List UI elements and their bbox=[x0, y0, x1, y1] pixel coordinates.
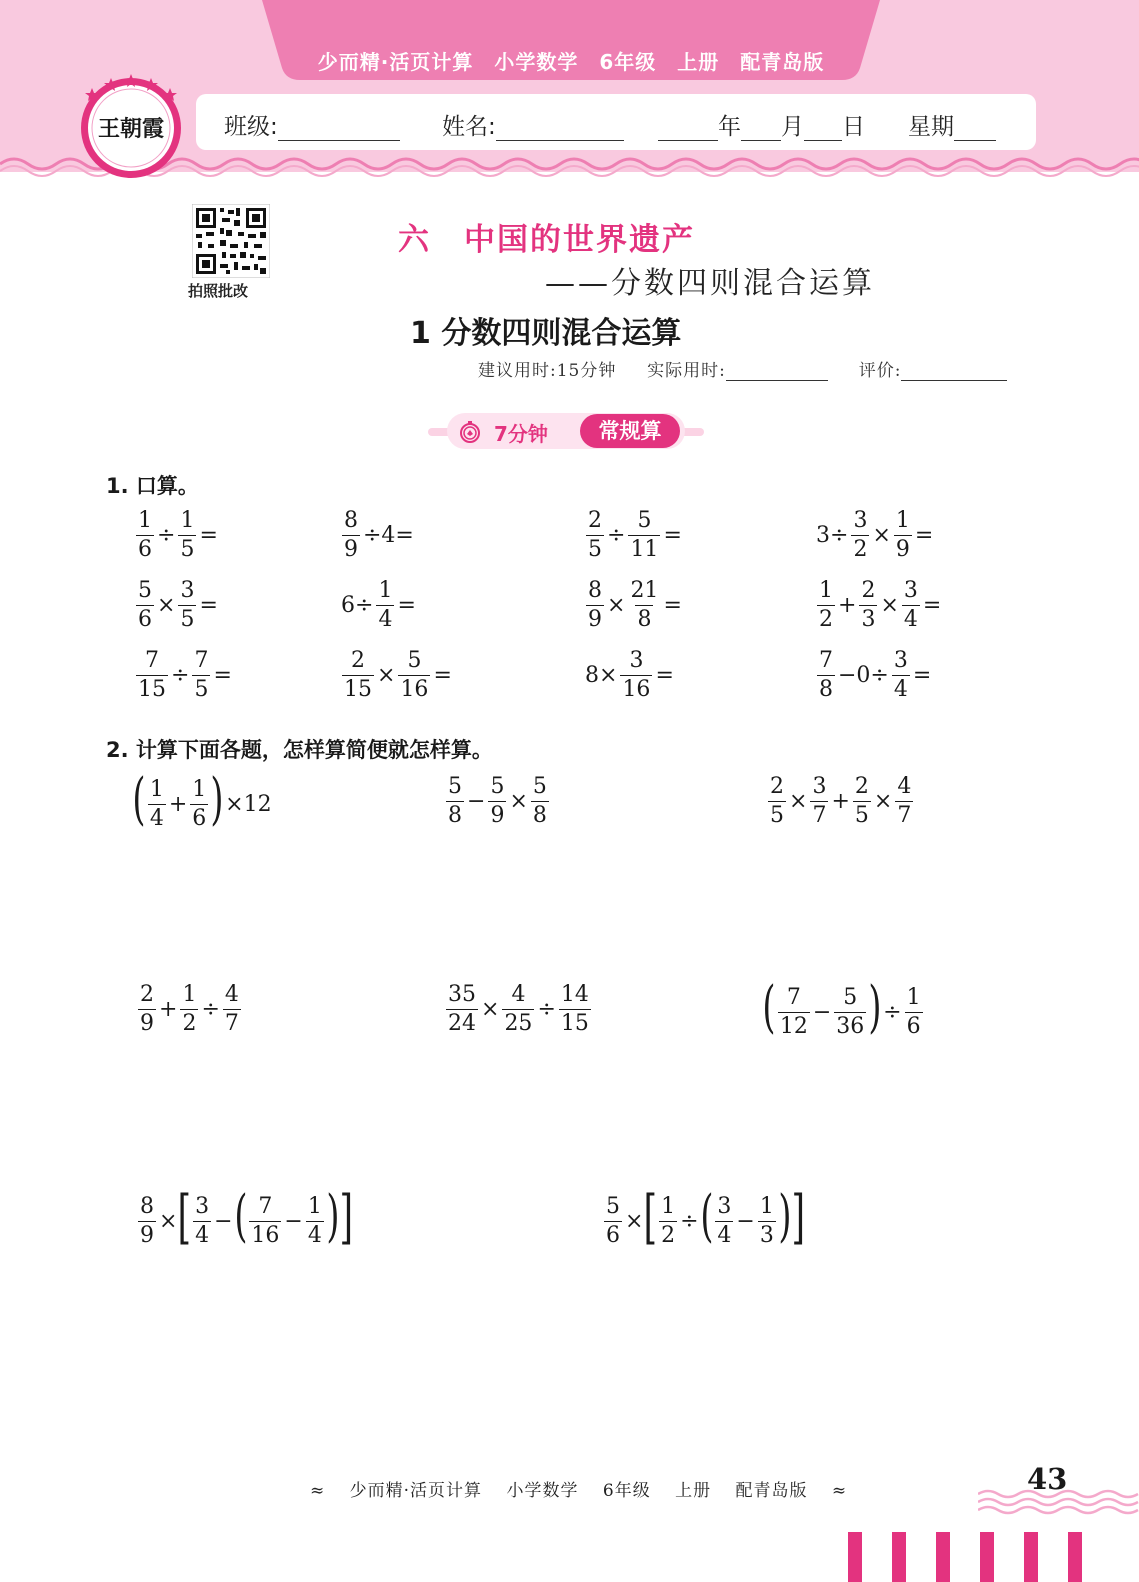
bracket: [ bbox=[643, 1183, 658, 1251]
numerator: 14 bbox=[560, 982, 589, 1007]
fraction bbox=[193, 1193, 211, 1248]
fraction bbox=[306, 1193, 324, 1248]
exercise-expression bbox=[340, 580, 417, 631]
denominator: 16 bbox=[622, 677, 651, 702]
numerator: 1 bbox=[819, 578, 833, 603]
numerator: 3 bbox=[195, 1193, 210, 1219]
operator: × bbox=[625, 1208, 644, 1234]
numerator: 7 bbox=[194, 648, 209, 673]
numerator: 1 bbox=[378, 578, 393, 603]
denominator: 15 bbox=[138, 677, 166, 702]
year-label: 年 bbox=[718, 114, 741, 140]
denominator: 16 bbox=[251, 1222, 280, 1248]
denominator: 5 bbox=[588, 537, 602, 562]
numerator: 35 bbox=[448, 982, 476, 1007]
fraction bbox=[180, 984, 198, 1035]
denominator: 2 bbox=[661, 1222, 676, 1248]
operator: + bbox=[838, 593, 857, 618]
exercise-expression bbox=[444, 984, 593, 1035]
operator: + bbox=[168, 791, 188, 817]
numerator: 1 bbox=[149, 776, 164, 802]
exercise-expression bbox=[136, 984, 243, 1035]
denominator: 5 bbox=[854, 803, 869, 828]
denominator: 5 bbox=[194, 677, 209, 702]
exercise-expression bbox=[444, 776, 551, 827]
numerator: 5 bbox=[138, 578, 152, 603]
numerator: 2 bbox=[861, 578, 876, 603]
publisher-logo bbox=[78, 70, 190, 182]
operator: ×12 bbox=[225, 791, 272, 817]
fraction bbox=[138, 984, 156, 1035]
numerator: 8 bbox=[140, 1193, 154, 1219]
numerator: 2 bbox=[770, 774, 784, 799]
operator: − bbox=[812, 999, 832, 1025]
operator: × bbox=[159, 1208, 178, 1234]
parenthesis: ( bbox=[699, 1184, 714, 1249]
numerator: 4 bbox=[897, 774, 912, 799]
numerator: 3 bbox=[629, 648, 644, 673]
exercise-expression bbox=[602, 1183, 805, 1251]
numerator: 5 bbox=[448, 774, 462, 799]
numerator: 2 bbox=[351, 648, 365, 673]
exercise-expression bbox=[762, 975, 925, 1040]
denominator: 4 bbox=[717, 1222, 732, 1248]
numerator: 21 bbox=[630, 578, 659, 603]
denominator: 9 bbox=[140, 1011, 154, 1036]
numerator: 5 bbox=[532, 774, 547, 799]
fraction bbox=[446, 776, 464, 827]
fraction bbox=[810, 776, 828, 827]
fraction bbox=[620, 650, 652, 701]
denominator: 6 bbox=[906, 1013, 921, 1039]
numerator: 1 bbox=[138, 508, 152, 533]
fraction bbox=[778, 984, 810, 1039]
fraction bbox=[531, 776, 549, 827]
lesson-title: 1 分数四则混合运算 bbox=[410, 316, 682, 351]
actual-time-blank[interactable] bbox=[726, 360, 828, 381]
operator: × bbox=[873, 789, 893, 814]
parenthesis: ( bbox=[762, 975, 776, 1040]
denominator: 2 bbox=[853, 537, 868, 562]
numerator: 1 bbox=[661, 1193, 676, 1219]
fraction bbox=[398, 650, 430, 701]
fraction bbox=[758, 1193, 776, 1248]
fraction bbox=[859, 580, 877, 631]
fraction bbox=[851, 510, 869, 561]
numerator: 1 bbox=[192, 776, 207, 802]
numerator: 2 bbox=[140, 982, 154, 1007]
denominator: 4 bbox=[378, 607, 393, 632]
fraction bbox=[659, 1193, 677, 1248]
numerator: 8 bbox=[344, 508, 358, 533]
fraction bbox=[249, 1193, 281, 1248]
footer-series bbox=[310, 1476, 847, 1501]
fraction bbox=[190, 776, 208, 831]
footer-volume: 上册 bbox=[675, 1481, 712, 1501]
denominator: 3 bbox=[759, 1222, 774, 1248]
denominator: 8 bbox=[637, 607, 652, 632]
numerator: 7 bbox=[819, 648, 833, 673]
operator: × bbox=[789, 789, 808, 814]
operator: ÷4= bbox=[363, 523, 414, 548]
exercise-expression bbox=[584, 580, 683, 631]
fraction bbox=[905, 984, 923, 1039]
footer-edition: 配青岛版 bbox=[735, 1481, 808, 1501]
unit-subtitle: ——分数四则混合运算 bbox=[545, 266, 875, 301]
denominator: 6 bbox=[192, 805, 207, 831]
numerator: 8 bbox=[588, 578, 602, 603]
operator: 6÷ bbox=[341, 593, 374, 618]
operator: = bbox=[199, 523, 218, 548]
exercise-expression bbox=[134, 510, 219, 561]
fraction bbox=[604, 1193, 622, 1248]
denominator: 9 bbox=[588, 607, 602, 632]
operator: − bbox=[736, 1208, 755, 1234]
denominator: 2 bbox=[819, 607, 833, 632]
footer-wave-icon: ≈ bbox=[310, 1481, 326, 1501]
numerator: 3 bbox=[812, 774, 827, 799]
operator: + bbox=[159, 997, 178, 1022]
footer-grade: 6年级 bbox=[602, 1481, 651, 1501]
year-blank[interactable] bbox=[658, 116, 718, 141]
parenthesis: ( bbox=[233, 1184, 248, 1249]
month-label: 月 bbox=[781, 114, 804, 140]
fraction bbox=[178, 510, 196, 561]
weekday-label: 星期 bbox=[908, 114, 954, 140]
fraction bbox=[488, 776, 506, 827]
denominator: 7 bbox=[897, 803, 912, 828]
operator: ÷ bbox=[680, 1208, 699, 1234]
footer-subject: 小学数学 bbox=[506, 1481, 579, 1501]
denominator: 24 bbox=[448, 1011, 476, 1036]
denominator: 8 bbox=[448, 803, 462, 828]
operator: = bbox=[663, 593, 682, 618]
class-blank[interactable] bbox=[278, 116, 400, 141]
denominator: 8 bbox=[819, 677, 833, 702]
weekday-blank[interactable] bbox=[954, 116, 996, 141]
parenthesis: ) bbox=[326, 1184, 340, 1249]
fraction bbox=[834, 984, 866, 1039]
numerator: 2 bbox=[588, 508, 602, 533]
denominator: 4 bbox=[195, 1222, 210, 1248]
day-label: 日 bbox=[842, 114, 865, 140]
series-banner: 少而精·活页计算 小学数学 6年级 上册 配青岛版 bbox=[317, 50, 825, 74]
operator: = bbox=[922, 593, 942, 618]
denominator: 25 bbox=[504, 1011, 533, 1036]
parenthesis: ) bbox=[868, 975, 882, 1040]
operator: = bbox=[912, 663, 932, 688]
parenthesis: ) bbox=[210, 767, 224, 832]
operator: × bbox=[157, 593, 176, 618]
fraction bbox=[178, 580, 196, 631]
fraction bbox=[817, 650, 835, 701]
numerator: 4 bbox=[511, 982, 526, 1007]
denominator: 5 bbox=[180, 537, 195, 562]
day-blank[interactable] bbox=[804, 116, 842, 141]
exercise-expression bbox=[584, 510, 683, 561]
parenthesis: ) bbox=[778, 1184, 792, 1249]
operator: ÷ bbox=[171, 663, 190, 688]
exercise-expression bbox=[132, 767, 273, 832]
denominator: 8 bbox=[532, 803, 547, 828]
operator: ÷ bbox=[157, 523, 176, 548]
denominator: 7 bbox=[812, 803, 827, 828]
decorative-bars bbox=[846, 1532, 1086, 1582]
parenthesis: ( bbox=[132, 767, 146, 832]
fraction bbox=[902, 580, 920, 631]
denominator: 5 bbox=[180, 607, 195, 632]
denominator: 9 bbox=[490, 803, 505, 828]
footer-wave-icon: ≈ bbox=[831, 1481, 848, 1501]
numerator: 7 bbox=[145, 648, 159, 673]
fraction bbox=[586, 510, 604, 561]
exercise-expression bbox=[815, 580, 942, 631]
numerator: 5 bbox=[606, 1193, 620, 1219]
time-info-line bbox=[478, 356, 1007, 381]
fraction bbox=[148, 776, 166, 831]
numerator: 1 bbox=[895, 508, 910, 533]
operator: − bbox=[284, 1208, 303, 1234]
fraction bbox=[628, 510, 660, 561]
month-blank[interactable] bbox=[741, 116, 781, 141]
fraction bbox=[376, 580, 394, 631]
numerator: 7 bbox=[786, 984, 801, 1010]
name-field[interactable] bbox=[442, 108, 624, 141]
operator: − bbox=[467, 789, 486, 814]
denominator: 9 bbox=[895, 537, 910, 562]
page-number: 43 bbox=[1027, 1462, 1068, 1496]
fraction bbox=[342, 650, 374, 701]
operator: × bbox=[509, 789, 528, 814]
qr-label: 拍照批改 bbox=[188, 282, 249, 300]
student-info-box bbox=[196, 94, 1036, 150]
denominator: 2 bbox=[182, 1011, 197, 1036]
rating-blank[interactable] bbox=[901, 360, 1007, 381]
exercise-expression bbox=[134, 580, 219, 631]
numerator: 5 bbox=[843, 984, 858, 1010]
numerator: 1 bbox=[307, 1193, 322, 1219]
operator: = bbox=[199, 593, 218, 618]
operator: × bbox=[872, 523, 891, 548]
denominator: 6 bbox=[606, 1222, 620, 1248]
exercise-expression bbox=[584, 650, 675, 701]
denominator: 9 bbox=[344, 537, 358, 562]
operator: ÷ bbox=[607, 523, 626, 548]
section-tag: 常规算 bbox=[580, 414, 680, 448]
fraction bbox=[628, 580, 660, 631]
denominator: 4 bbox=[307, 1222, 322, 1248]
denominator: 15 bbox=[344, 677, 372, 702]
operator: ÷ bbox=[201, 997, 220, 1022]
fraction bbox=[894, 510, 912, 561]
unit-title: 六 中国的世界遗产 bbox=[398, 222, 695, 258]
operator: ÷ bbox=[883, 999, 902, 1025]
numerator: 5 bbox=[490, 774, 505, 799]
rating-label: 评价: bbox=[858, 361, 902, 381]
operator: × bbox=[481, 997, 500, 1022]
q2-heading: 2. 计算下面各题，怎样算简便就怎样算。 bbox=[106, 738, 493, 762]
exercise-expression bbox=[815, 510, 934, 561]
numerator: 4 bbox=[224, 982, 239, 1007]
logo-text: 王朝霞 bbox=[97, 116, 165, 142]
exercise-expression bbox=[340, 650, 453, 701]
denominator: 4 bbox=[149, 805, 164, 831]
operator: ÷ bbox=[537, 997, 556, 1022]
numerator: 1 bbox=[759, 1193, 774, 1219]
fraction bbox=[768, 776, 786, 827]
class-label: 班级: bbox=[224, 114, 278, 140]
numerator: 2 bbox=[854, 774, 869, 799]
operator: = bbox=[397, 593, 416, 618]
bracket: ] bbox=[791, 1183, 805, 1251]
operator: + bbox=[831, 789, 850, 814]
fraction bbox=[586, 580, 604, 631]
exercise-expression bbox=[136, 1183, 353, 1251]
bracket: ] bbox=[339, 1183, 353, 1251]
denominator: 5 bbox=[770, 803, 784, 828]
denominator: 4 bbox=[903, 607, 918, 632]
operator: = bbox=[433, 663, 452, 688]
fraction bbox=[853, 776, 871, 827]
qr-code-icon[interactable] bbox=[192, 204, 270, 278]
operator: −0÷ bbox=[838, 663, 889, 688]
numerator: 3 bbox=[717, 1193, 732, 1219]
denominator: 3 bbox=[861, 607, 876, 632]
fraction bbox=[136, 650, 168, 701]
numerator: 1 bbox=[906, 984, 921, 1010]
section-time: 7分钟 bbox=[494, 422, 548, 446]
fraction bbox=[502, 984, 534, 1035]
name-label: 姓名: bbox=[442, 114, 496, 140]
fraction bbox=[342, 510, 360, 561]
exercise-expression bbox=[815, 650, 932, 701]
operator: 8× bbox=[585, 663, 618, 688]
name-blank[interactable] bbox=[496, 116, 624, 141]
operator: = bbox=[663, 523, 682, 548]
numerator: 1 bbox=[182, 982, 197, 1007]
numerator: 3 bbox=[180, 578, 195, 603]
q1-heading: 1. 口算。 bbox=[106, 474, 199, 498]
denominator: 12 bbox=[779, 1013, 808, 1039]
fraction bbox=[817, 580, 835, 631]
actual-time-label: 实际用时: bbox=[647, 361, 726, 381]
numerator: 5 bbox=[637, 508, 652, 533]
operator: − bbox=[214, 1208, 233, 1234]
fraction bbox=[223, 984, 241, 1035]
exercise-expression bbox=[340, 510, 415, 561]
denominator: 6 bbox=[138, 607, 152, 632]
weekday-field[interactable] bbox=[908, 108, 996, 141]
fraction bbox=[446, 984, 478, 1035]
exercise-expression bbox=[134, 650, 233, 701]
fraction bbox=[138, 1193, 156, 1248]
denominator: 4 bbox=[893, 677, 908, 702]
numerator: 3 bbox=[903, 578, 918, 603]
exercise-expression bbox=[766, 776, 915, 827]
operator: × bbox=[880, 593, 899, 618]
operator: × bbox=[607, 593, 626, 618]
suggested-time: 建议用时:15分钟 bbox=[478, 361, 617, 381]
fraction bbox=[192, 650, 210, 701]
operator: = bbox=[213, 663, 232, 688]
denominator: 6 bbox=[138, 537, 152, 562]
class-field[interactable] bbox=[224, 108, 400, 141]
fraction bbox=[136, 510, 154, 561]
fraction bbox=[895, 776, 913, 827]
denominator: 36 bbox=[836, 1013, 865, 1039]
denominator: 11 bbox=[630, 537, 659, 562]
fraction bbox=[892, 650, 910, 701]
fraction bbox=[559, 984, 591, 1035]
operator: = bbox=[914, 523, 934, 548]
operator: 3÷ bbox=[816, 523, 849, 548]
denominator: 15 bbox=[560, 1011, 589, 1036]
numerator: 3 bbox=[893, 648, 908, 673]
operator: = bbox=[655, 663, 674, 688]
denominator: 16 bbox=[400, 677, 429, 702]
date-field[interactable] bbox=[658, 108, 865, 141]
denominator: 7 bbox=[224, 1011, 239, 1036]
fraction bbox=[136, 580, 154, 631]
bracket: [ bbox=[177, 1183, 192, 1251]
footer-series-name: 少而精·活页计算 bbox=[349, 1481, 483, 1501]
numerator: 3 bbox=[853, 508, 868, 533]
fraction bbox=[715, 1193, 733, 1248]
stopwatch-icon bbox=[458, 420, 482, 444]
numerator: 1 bbox=[180, 508, 195, 533]
numerator: 5 bbox=[407, 648, 422, 673]
operator: × bbox=[377, 663, 396, 688]
denominator: 9 bbox=[140, 1222, 154, 1248]
numerator: 7 bbox=[258, 1193, 273, 1219]
